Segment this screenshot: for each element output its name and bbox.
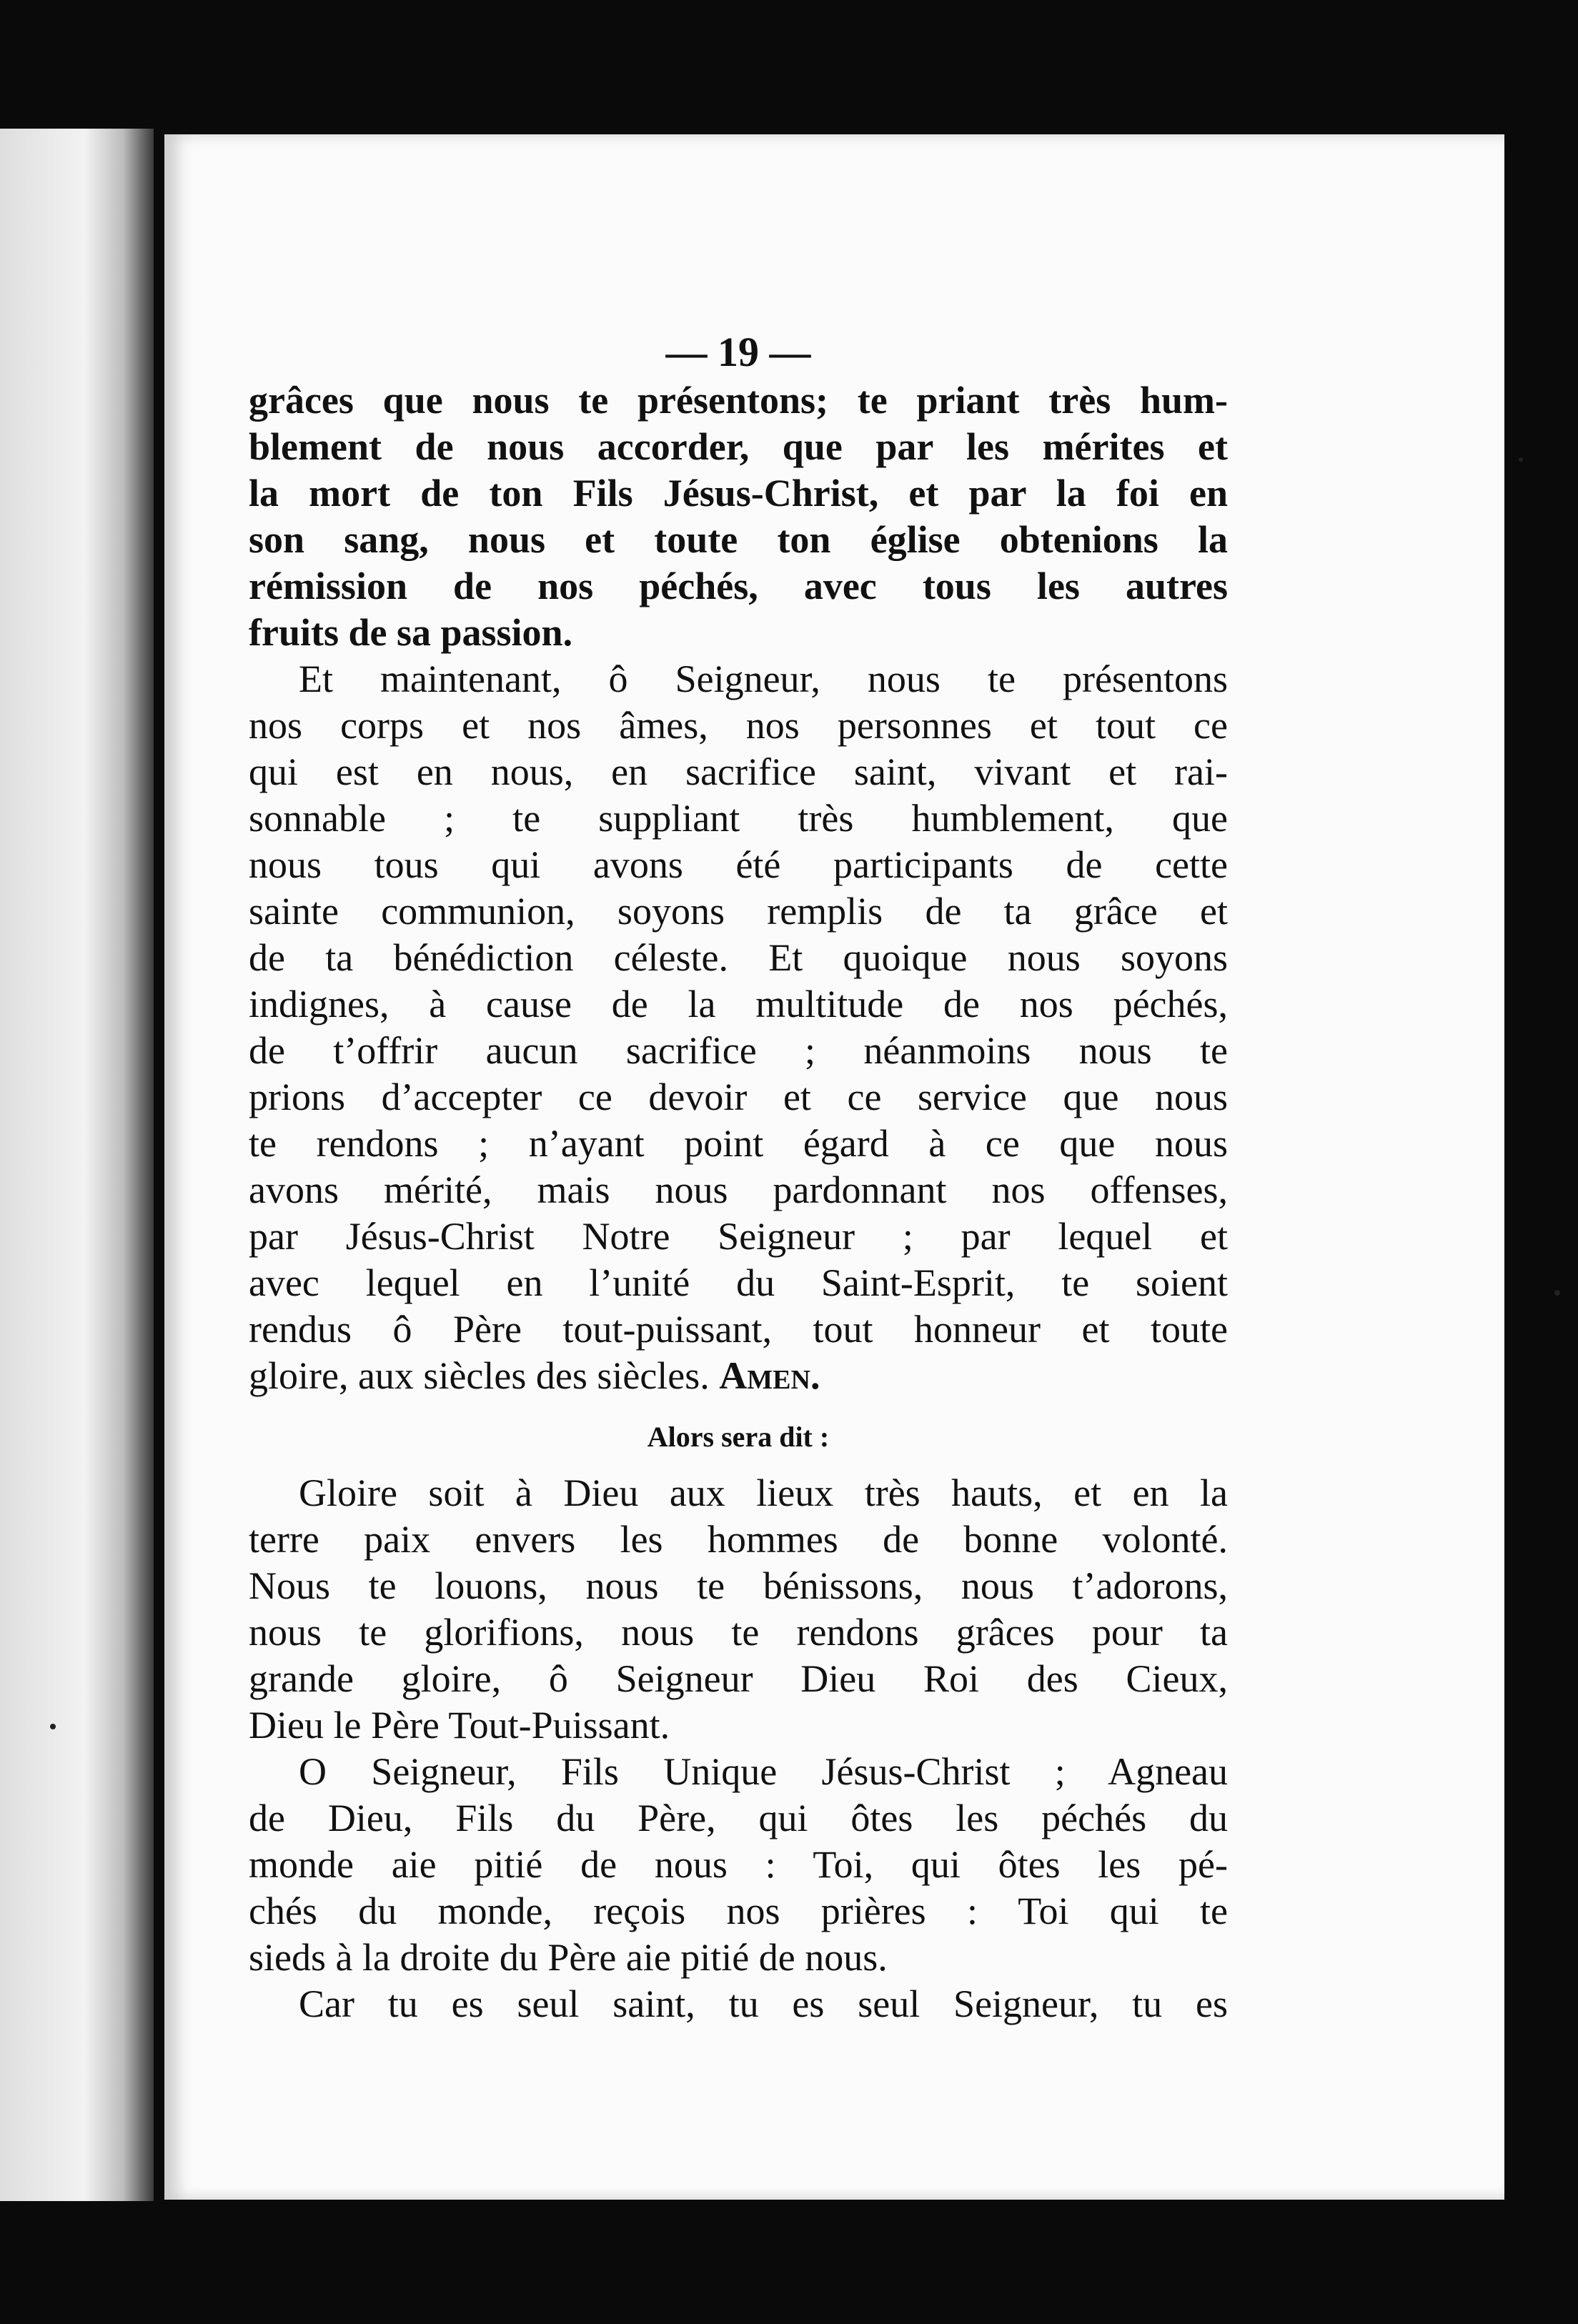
text-line: qui est en nous, en sacrifice saint, vivant et rai- [249,750,1228,793]
text-line: chés du monde, reçois nos prières : Toi qui te [249,1890,1228,1932]
text-line: avec lequel en l’unité du Saint-Esprit, te soient [249,1261,1228,1304]
paragraph-5 [249,1981,1228,2027]
text-line: nous te glorifions, nous te rendons grâces pour ta [249,1611,1228,1654]
text-line: terre paix envers les hommes de bonne volonté. [249,1518,1228,1561]
text-line: rémission de nos péchés, avec tous les autres [249,565,1228,607]
scan-speck [50,1724,56,1729]
text-line: prions d’accepter ce devoir et ce service que nous [249,1076,1228,1118]
text-line: Et maintenant, ô Seigneur, nous te présentons [299,657,1228,700]
scan-speck [1519,457,1523,462]
text-line: Gloire soit à Dieu aux lieux très hauts, et en la [299,1471,1228,1514]
paragraph-4 [249,1749,1228,1981]
text-line: monde aie pitié de nous : Toi, qui ôtes les pé- [249,1843,1228,1886]
text-line: Dieu le Père Tout-Puissant. [249,1704,670,1747]
rubric-heading: Alors sera dit : [647,1421,830,1453]
text-line: son sang, nous et toute ton église obtenions la [249,518,1228,561]
text-line: de t’offrir aucun sacrifice ; néanmoins nous te [249,1029,1228,1072]
text-line: de Dieu, Fils du Père, qui ôtes les péchés du [249,1797,1228,1839]
text-line: sieds à la droite du Père aie pitié de nous. [249,1936,888,1979]
paragraph-2 [249,656,1228,1399]
text-line-with-amen [249,1353,1228,1399]
page-text [249,327,1228,2027]
text-line: Car tu es seul saint, tu es seul Seigneur, tu es [299,1982,1228,2025]
text-line: grâces que nous te présentons; te priant très hum- [249,379,1228,422]
text-line: rendus ô Père tout-puissant, tout honneur et toute [249,1308,1228,1351]
text-line: sonnable ; te suppliant très humblement, que [249,797,1228,840]
amen-word: Amen. [719,1354,820,1397]
text-line: blement de nous accorder, que par les mérites et [249,425,1228,468]
text-line: fruits de sa passion. [249,611,573,654]
text-line: avons mérité, mais nous pardonnant nos offenses, [249,1168,1228,1211]
text-line: indignes, à cause de la multitude de nos péchés, [249,983,1228,1026]
text-fragment: gloire, aux siècles des siècles. [249,1354,710,1397]
text-line: la mort de ton Fils Jésus-Christ, et par la foi en [249,472,1228,515]
text-line: O Seigneur, Fils Unique Jésus-Christ ; Agneau [299,1750,1228,1793]
text-line: sainte communion, soyons remplis de ta grâce et [249,890,1228,933]
scan-speck [1554,1290,1560,1296]
page-number: — 19 — [665,329,811,375]
text-line: par Jésus-Christ Notre Seigneur ; par lequel et [249,1215,1228,1258]
text-line: grande gloire, ô Seigneur Dieu Roi des Cieux, [249,1657,1228,1700]
text-line: nous tous qui avons été participants de cette [249,843,1228,886]
text-line: de ta bénédiction céleste. Et quoique nous soyons [249,936,1228,979]
text-line: te rendons ; n’ayant point égard à ce que nous [249,1122,1228,1165]
facing-page-edge [0,129,154,2201]
paragraph-1 [249,377,1228,656]
text-line: Nous te louons, nous te bénissons, nous t’adorons, [249,1564,1228,1607]
text-line: nos corps et nos âmes, nos personnes et tout ce [249,704,1228,747]
paragraph-3 [249,1470,1228,1749]
